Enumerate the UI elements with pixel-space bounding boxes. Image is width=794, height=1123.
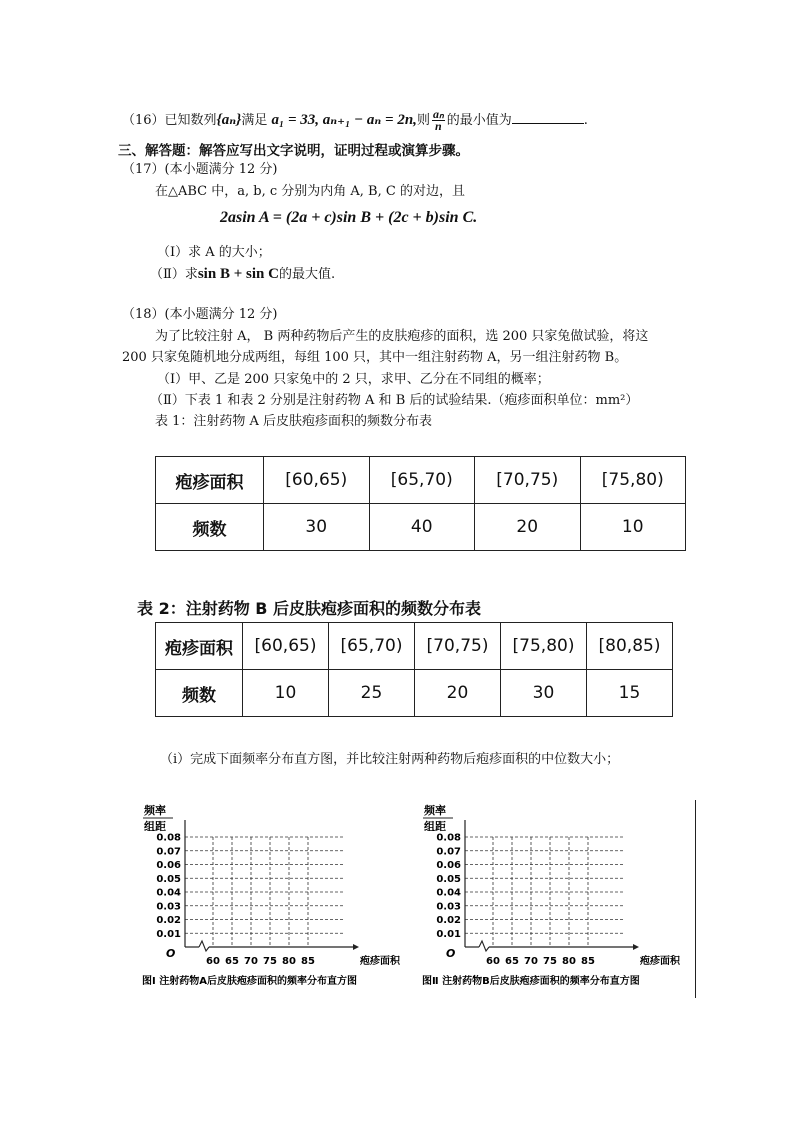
y-tick-label: 0.02 (156, 915, 181, 926)
origin-label: O (446, 947, 456, 960)
chart-caption: 图Ⅱ 注射药物B后皮肤疱疹面积的频率分布直方图 (422, 976, 640, 987)
q17-part2-suffix: 的最大值. (278, 267, 336, 282)
q17-part2-expr: sin B + sin C (197, 266, 279, 282)
y-axis-label-top: 频率 (144, 804, 166, 817)
y-axis-label-bottom: 组距 (424, 820, 446, 833)
table1 (155, 456, 686, 551)
table1-header-label: 疱疹面积 (156, 457, 264, 504)
y-tick-label: 0.01 (436, 928, 461, 940)
table1-count: 10 (580, 504, 686, 551)
x-tick-label: 60 (206, 956, 220, 967)
y-tick-label: 0.03 (436, 901, 461, 913)
y-tick-label: 0.05 (436, 873, 461, 885)
table2-interval: [70,75) (415, 623, 501, 670)
q18-line2: 200 只家兔随机地分成两组，每组 100 只，其中一组注射药物 A，另一组注射药物 B。 (122, 350, 628, 365)
y-axis-label-top: 频率 (424, 804, 446, 817)
x-tick-label: 60 (486, 956, 500, 967)
q17-line1: 在△ABC 中，a, b, c 分别为内角 A, B, C 的对边，且 (155, 184, 465, 199)
y-tick-label: 0.02 (436, 915, 461, 926)
q16-fraction (432, 109, 445, 132)
table1-count: 30 (264, 504, 370, 551)
y-tick-label: 0.06 (156, 860, 181, 871)
y-tick-label: 0.04 (436, 887, 461, 899)
q16-prefix: （16）已知数列 (122, 113, 217, 128)
y-tick-label: 0.07 (156, 846, 181, 858)
histogram-chart-1 (140, 800, 420, 990)
chart-caption: 图Ⅰ 注射药物A后皮肤疱疹面积的频率分布直方图 (142, 976, 357, 987)
y-axis-label-bottom: 组距 (144, 820, 166, 833)
x-tick-label: 75 (543, 956, 557, 967)
y-tick-label: 0.06 (436, 860, 461, 871)
table2-interval: [60,65) (243, 623, 329, 670)
table2-interval: [65,70) (329, 623, 415, 670)
y-tick-label: 0.05 (156, 873, 181, 885)
table2 (155, 622, 673, 717)
y-tick-label: 0.08 (436, 832, 461, 844)
q17-heading: （17）(本小题满分 12 分) (122, 162, 278, 177)
q18-sub-i: （ⅰ）完成下面频率分布直方图，并比较注射两种药物后疱疹面积的中位数大小； (160, 752, 620, 767)
q18-part1: （Ⅰ）甲、乙是 200 只家兔中的 2 只，求甲、乙分在不同组的概率； (157, 372, 550, 387)
table2-row-label: 频数 (156, 670, 243, 717)
q16-mid: 满足 (241, 113, 268, 128)
x-axis-label: 疱疹面积 (360, 956, 400, 967)
q18-heading: （18）(本小题满分 12 分) (122, 307, 278, 322)
x-tick-label: 70 (524, 956, 538, 967)
q17-part2 (150, 265, 335, 284)
q16-line (122, 109, 588, 132)
table1-interval: [65,70) (369, 457, 475, 504)
x-axis-arrow (633, 944, 639, 950)
table2-count: 10 (243, 670, 329, 717)
table1-interval: [70,75) (475, 457, 581, 504)
x-tick-label: 85 (301, 956, 315, 967)
table1-count-row (156, 504, 686, 551)
table1-interval: [60,65) (264, 457, 370, 504)
table2-count: 30 (501, 670, 587, 717)
table1-count: 20 (475, 504, 581, 551)
page-divider-line (695, 800, 696, 998)
x-tick-label: 80 (562, 956, 576, 967)
q17-formula: 2asin A = (2a + c)sin B + (2c + b)sin C. (220, 209, 478, 226)
y-tick-label: 0.07 (436, 846, 461, 858)
table1-count: 40 (369, 504, 475, 551)
y-tick-label: 0.04 (156, 887, 181, 899)
axis-break-symbol (479, 941, 489, 951)
x-tick-label: 80 (282, 956, 296, 967)
x-tick-label: 70 (244, 956, 258, 967)
x-axis-arrow (353, 944, 359, 950)
x-tick-label: 85 (581, 956, 595, 967)
table2-interval: [75,80) (501, 623, 587, 670)
section3-heading: 三、解答题：解答应写出文字说明，证明过程或演算步骤。 (118, 143, 469, 159)
table2-count: 15 (587, 670, 673, 717)
q16-answer-blank[interactable] (512, 111, 584, 124)
x-tick-label: 65 (225, 956, 239, 967)
q17-part2-prefix: （Ⅱ）求 (150, 267, 198, 282)
table2-header-label: 疱疹面积 (156, 623, 243, 670)
table1-row-label: 频数 (156, 504, 264, 551)
x-tick-label: 75 (263, 956, 277, 967)
axis-break-symbol (199, 941, 209, 951)
table1-title: 表 1：注射药物 A 后皮肤疱疹面积的频数分布表 (155, 414, 433, 429)
table1-interval: [75,80) (580, 457, 686, 504)
table2-count: 25 (329, 670, 415, 717)
x-tick-label: 65 (505, 956, 519, 967)
q16-then: 则 (416, 113, 430, 128)
q16-sequence: {aₙ} (216, 112, 242, 128)
q16-frac-numerator: aₙ (432, 107, 444, 121)
origin-label: O (166, 947, 176, 960)
table2-interval: [80,85) (587, 623, 673, 670)
y-tick-label: 0.01 (156, 928, 181, 940)
y-tick-label: 0.03 (156, 901, 181, 913)
table2-header-row (156, 623, 673, 670)
table1-header-row (156, 457, 686, 504)
table2-title: 表 2：注射药物 B 后皮肤疱疹面积的频数分布表 (137, 599, 482, 618)
q16-end: . (583, 113, 588, 128)
table2-count: 20 (415, 670, 501, 717)
x-axis-label: 疱疹面积 (640, 956, 680, 967)
histogram-chart-2 (420, 800, 700, 990)
q16-suffix: 的最小值为 (446, 113, 512, 128)
q16-condition: a₁ = 33, aₙ₊₁ − aₙ = 2n, (271, 112, 417, 128)
q18-line1: 为了比较注射 A， B 两种药物后产生的皮肤疱疹的面积，选 200 只家兔做试验，将这 (155, 329, 649, 344)
q16-frac-denominator: n (435, 119, 442, 133)
table2-count-row (156, 670, 673, 717)
q17-part1: （Ⅰ）求 A 的大小； (157, 245, 271, 260)
y-tick-label: 0.08 (156, 832, 181, 844)
q18-part2: （Ⅱ）下表 1 和表 2 分别是注射药物 A 和 B 后的试验结果.（疱疹面积单位：mm²） (150, 393, 639, 408)
